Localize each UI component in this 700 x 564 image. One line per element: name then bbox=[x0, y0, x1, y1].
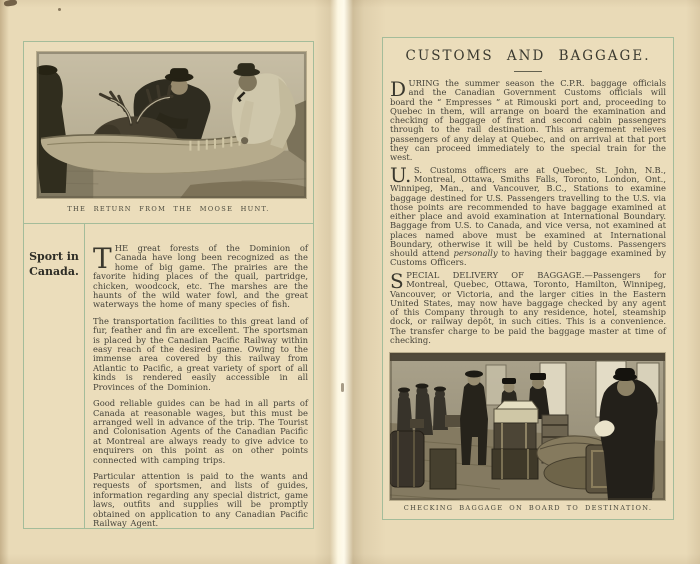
vertical-divider bbox=[84, 224, 85, 528]
paragraph-text: HE great forests of the Dominion of Canada have long been recognized as the home of big game. The prairies are the favorite hiding places of the quail, partridge, chicken, woodcock, etc. The marshes are the haunts of the wild water fowl, and the great waterways the home of many species of fish. bbox=[93, 243, 308, 310]
right-photo-caption: CHECKING BAGGAGE ON BOARD TO DESTINATION. bbox=[403, 504, 653, 512]
paragraph-us-customs bbox=[390, 163, 666, 268]
title-rule bbox=[514, 71, 542, 72]
paragraph: Particular attention is paid to the wants and requests of sportsmen, and lists of guides, information regarding any special district, game laws, outfits and supplies will be promptly obtained on application to any Canadian Pacific Railway Agent. bbox=[93, 470, 308, 528]
left-page-body bbox=[93, 244, 308, 529]
scan-speck bbox=[58, 8, 61, 11]
drop-cap: S bbox=[390, 268, 404, 293]
paragraph-special-delivery bbox=[390, 268, 666, 345]
scan-speck bbox=[4, 0, 18, 7]
drop-cap: D bbox=[390, 76, 407, 101]
paragraph-text: URING the summer season the C.P.R. baggage officials and the Canadian Government Customs officials will board the “ Empresses ” at Rimouski port and, proceeding to Quebec in them, will arrange on board the examination and checking of baggage of first and second cabin passengers through to the rail destination. This arrangement relieves passengers of any delay at Quebec, and on arrival at that port they can proceed immediately to the special train for the west. bbox=[390, 78, 666, 162]
baggage-illustration bbox=[390, 353, 665, 500]
paragraph-text: PECIAL DELIVERY OF BAGGAGE.—Passengers for Montreal, Quebec, Ottawa, Toronto, Hamilton, Winnipeg, Vancouver, or Victoria, and the larger cities in the Eastern United States, may now have baggage checked by any agent of this Company through to any residence, hotel, steamship dock, or railway depôt, in such cities. This is a convenience. The transfer charge to be paid the baggage master at time of checking. bbox=[390, 270, 666, 345]
moose-hunt-photo bbox=[37, 52, 306, 198]
baggage-checking-photo bbox=[390, 353, 665, 500]
paragraph-lead bbox=[93, 244, 308, 310]
paragraph: The transportation facilities to this great land of fur, feather and fin are excellent. The sportsman is placed by the Canadian Pacific Railway within easy reach of the desired game. Owing to the immense area covered by this railway from Atlantic to Pacific, a great variety of sport of all kinds is rendered easily accessible in all Provinces of the Dominion. bbox=[93, 315, 308, 392]
left-page-frame bbox=[23, 41, 314, 529]
left-photo-caption: THE RETURN FROM THE MOOSE HUNT. bbox=[67, 205, 270, 213]
paragraph: Good reliable guides can be had in all parts of Canada at reasonable wages, but this must be arranged well in advance of the trip. The Tourist and Colonisation Agents of the Canadian Pacific at Montreal are always ready to give advice to enquirers on this point as on other points connected with camping trips. bbox=[93, 398, 308, 465]
open-trunk bbox=[494, 401, 538, 423]
emphasized-word: personally bbox=[453, 248, 498, 258]
moose-hunt-illustration bbox=[37, 52, 306, 198]
paragraph-text: S. Customs officers are at Quebec, St. John, N.B., Montreal, Ottawa, Smiths Falls, Toronto, London, Ont., Winnipeg, Man., and Vancouver, B.C., Stations to examine baggage destined for U.S. Passengers travelling to the U.S. via those points are recommended to have baggage examined at either place and avoid examination at International Boundary. Baggage from U.S. to Canada, and vice versa, not examined at places named above must be examined at International Boundary, otherwise it will be held by Customs. Passengers should attend bbox=[390, 164, 666, 258]
right-page-frame bbox=[382, 37, 674, 520]
margin-label-line1: Sport in bbox=[29, 250, 79, 263]
paragraph-text: to having their baggage examined by Customs Officers. bbox=[390, 248, 666, 268]
scan-speck bbox=[341, 383, 344, 392]
right-page-body bbox=[390, 76, 666, 349]
paragraph-during bbox=[390, 76, 666, 162]
drop-cap: T bbox=[93, 242, 112, 275]
drop-cap: U. bbox=[390, 163, 412, 188]
page-title: CUSTOMS AND BAGGAGE. bbox=[405, 48, 651, 64]
horizontal-divider bbox=[24, 223, 313, 224]
margin-label-line2: Canada. bbox=[29, 265, 79, 278]
margin-label-sport-in-canada bbox=[24, 249, 84, 279]
